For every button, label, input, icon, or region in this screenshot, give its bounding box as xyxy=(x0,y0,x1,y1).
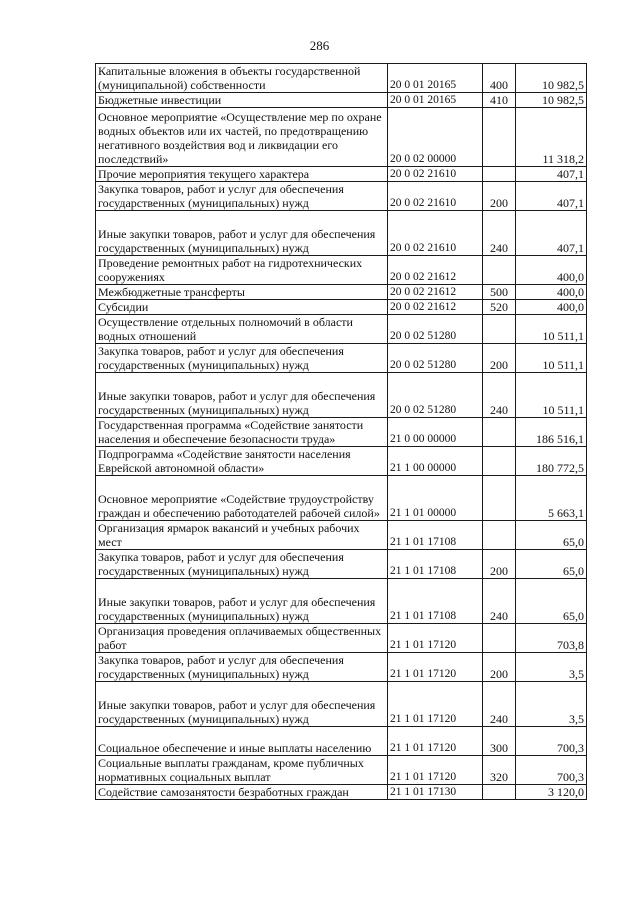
row-expense-type xyxy=(483,108,516,167)
table-row xyxy=(96,256,587,285)
row-expense-type xyxy=(483,315,516,344)
row-expense-type: 520 xyxy=(483,300,516,315)
table-row xyxy=(96,579,587,624)
row-expense-type: 240 xyxy=(483,373,516,418)
row-expense-type xyxy=(483,521,516,550)
table-row xyxy=(96,64,587,93)
row-expense-type: 500 xyxy=(483,285,516,300)
row-name: Иные закупки товаров, работ и услуг для обеспечения государственных (муниципальных) нужд xyxy=(96,682,388,727)
row-amount: 10 982,5 xyxy=(516,93,587,108)
row-code: 20 0 02 51280 xyxy=(388,315,483,344)
row-amount: 65,0 xyxy=(516,521,587,550)
row-code: 20 0 02 51280 xyxy=(388,373,483,418)
row-expense-type: 300 xyxy=(483,727,516,756)
row-expense-type xyxy=(483,418,516,447)
row-code: 21 1 01 17108 xyxy=(388,579,483,624)
row-name: Содействие самозанятости безработных граждан xyxy=(96,785,388,800)
row-amount: 65,0 xyxy=(516,579,587,624)
table-row xyxy=(96,93,587,108)
row-code: 20 0 01 20165 xyxy=(388,64,483,93)
row-expense-type xyxy=(483,476,516,521)
row-code: 20 0 02 21610 xyxy=(388,167,483,182)
row-amount: 700,3 xyxy=(516,756,587,785)
row-name: Капитальные вложения в объекты государственной (муниципальной) собственности xyxy=(96,64,388,93)
row-expense-type: 200 xyxy=(483,344,516,373)
row-amount: 5 663,1 xyxy=(516,476,587,521)
row-code: 21 1 01 00000 xyxy=(388,476,483,521)
row-name: Проведение ремонтных работ на гидротехнических сооружениях xyxy=(96,256,388,285)
table-row xyxy=(96,624,587,653)
row-name: Закупка товаров, работ и услуг для обеспечения государственных (муниципальных) нужд xyxy=(96,550,388,579)
row-name: Осуществление отдельных полномочий в области водных отношений xyxy=(96,315,388,344)
table-row xyxy=(96,785,587,800)
table-row xyxy=(96,344,587,373)
row-code: 21 1 01 17120 xyxy=(388,653,483,682)
row-code: 21 1 00 00000 xyxy=(388,447,483,476)
row-expense-type: 200 xyxy=(483,550,516,579)
table-row xyxy=(96,373,587,418)
row-code: 20 0 02 21610 xyxy=(388,182,483,211)
row-name: Организация ярмарок вакансий и учебных рабочих мест xyxy=(96,521,388,550)
row-amount: 10 511,1 xyxy=(516,315,587,344)
row-amount: 407,1 xyxy=(516,182,587,211)
row-code: 21 1 01 17108 xyxy=(388,550,483,579)
row-expense-type: 400 xyxy=(483,64,516,93)
row-name: Закупка товаров, работ и услуг для обеспечения государственных (муниципальных) нужд xyxy=(96,653,388,682)
row-amount: 10 511,1 xyxy=(516,373,587,418)
table-row xyxy=(96,476,587,521)
row-expense-type xyxy=(483,256,516,285)
row-name: Субсидии xyxy=(96,300,388,315)
row-expense-type: 410 xyxy=(483,93,516,108)
table-row xyxy=(96,108,587,167)
row-code: 21 1 01 17130 xyxy=(388,785,483,800)
budget-table-body xyxy=(96,64,587,800)
table-row xyxy=(96,182,587,211)
row-name: Иные закупки товаров, работ и услуг для обеспечения государственных (муниципальных) нужд xyxy=(96,579,388,624)
row-code: 20 0 01 20165 xyxy=(388,93,483,108)
row-name: Основное мероприятие «Осуществление мер по охране водных объектов или их частей, по предотвращению негативного воздействия вод и ликвидации его последствий» xyxy=(96,108,388,167)
row-name: Подпрограмма «Содействие занятости населения Еврейской автономной области» xyxy=(96,447,388,476)
table-row xyxy=(96,211,587,256)
row-name: Социальное обеспечение и иные выплаты населению xyxy=(96,727,388,756)
row-code: 21 1 01 17120 xyxy=(388,756,483,785)
row-expense-type: 200 xyxy=(483,182,516,211)
row-amount: 10 982,5 xyxy=(516,64,587,93)
table-row xyxy=(96,447,587,476)
page-number: 286 xyxy=(309,38,330,53)
row-expense-type xyxy=(483,624,516,653)
table-row xyxy=(96,756,587,785)
row-name: Межбюджетные трансферты xyxy=(96,285,388,300)
row-expense-type: 240 xyxy=(483,211,516,256)
row-code: 20 0 02 21612 xyxy=(388,285,483,300)
row-code: 20 0 02 00000 xyxy=(388,108,483,167)
row-amount: 3,5 xyxy=(516,653,587,682)
row-name: Государственная программа «Содействие занятости населения и обеспечение безопасности труда» xyxy=(96,418,388,447)
table-row xyxy=(96,521,587,550)
row-amount: 700,3 xyxy=(516,727,587,756)
row-code: 20 0 02 21610 xyxy=(388,211,483,256)
row-expense-type xyxy=(483,447,516,476)
row-code: 20 0 02 51280 xyxy=(388,344,483,373)
row-code: 20 0 02 21612 xyxy=(388,300,483,315)
row-amount: 11 318,2 xyxy=(516,108,587,167)
table-row xyxy=(96,300,587,315)
row-code: 20 0 02 21612 xyxy=(388,256,483,285)
row-amount: 3 120,0 xyxy=(516,785,587,800)
row-name: Прочие мероприятия текущего характера xyxy=(96,167,388,182)
row-code: 21 1 01 17120 xyxy=(388,727,483,756)
row-code: 21 1 01 17108 xyxy=(388,521,483,550)
row-amount: 10 511,1 xyxy=(516,344,587,373)
row-code: 21 1 01 17120 xyxy=(388,682,483,727)
row-amount: 407,1 xyxy=(516,167,587,182)
row-code: 21 1 01 17120 xyxy=(388,624,483,653)
row-code: 21 0 00 00000 xyxy=(388,418,483,447)
row-name: Иные закупки товаров, работ и услуг для обеспечения государственных (муниципальных) нужд xyxy=(96,211,388,256)
table-row xyxy=(96,550,587,579)
row-amount: 65,0 xyxy=(516,550,587,579)
row-expense-type: 200 xyxy=(483,653,516,682)
table-row xyxy=(96,167,587,182)
row-expense-type: 320 xyxy=(483,756,516,785)
row-name: Организация проведения оплачиваемых общественных работ xyxy=(96,624,388,653)
row-amount: 186 516,1 xyxy=(516,418,587,447)
row-expense-type xyxy=(483,167,516,182)
table-row xyxy=(96,285,587,300)
row-name: Социальные выплаты гражданам, кроме публичных нормативных социальных выплат xyxy=(96,756,388,785)
row-name: Закупка товаров, работ и услуг для обеспечения государственных (муниципальных) нужд xyxy=(96,344,388,373)
row-amount: 180 772,5 xyxy=(516,447,587,476)
table-row xyxy=(96,653,587,682)
row-amount: 400,0 xyxy=(516,285,587,300)
row-amount: 407,1 xyxy=(516,211,587,256)
table-row xyxy=(96,727,587,756)
row-expense-type: 240 xyxy=(483,682,516,727)
row-expense-type xyxy=(483,785,516,800)
row-amount: 703,8 xyxy=(516,624,587,653)
table-row xyxy=(96,315,587,344)
row-name: Иные закупки товаров, работ и услуг для обеспечения государственных (муниципальных) нужд xyxy=(96,373,388,418)
budget-table xyxy=(95,63,587,800)
row-amount: 3,5 xyxy=(516,682,587,727)
row-name: Бюджетные инвестиции xyxy=(96,93,388,108)
table-row xyxy=(96,682,587,727)
row-expense-type: 240 xyxy=(483,579,516,624)
row-name: Закупка товаров, работ и услуг для обеспечения государственных (муниципальных) нужд xyxy=(96,182,388,211)
table-row xyxy=(96,418,587,447)
row-amount: 400,0 xyxy=(516,256,587,285)
row-name: Основное мероприятие «Содействие трудоустройству граждан и обеспечению работодателей рабочей силой» xyxy=(96,476,388,521)
row-amount: 400,0 xyxy=(516,300,587,315)
